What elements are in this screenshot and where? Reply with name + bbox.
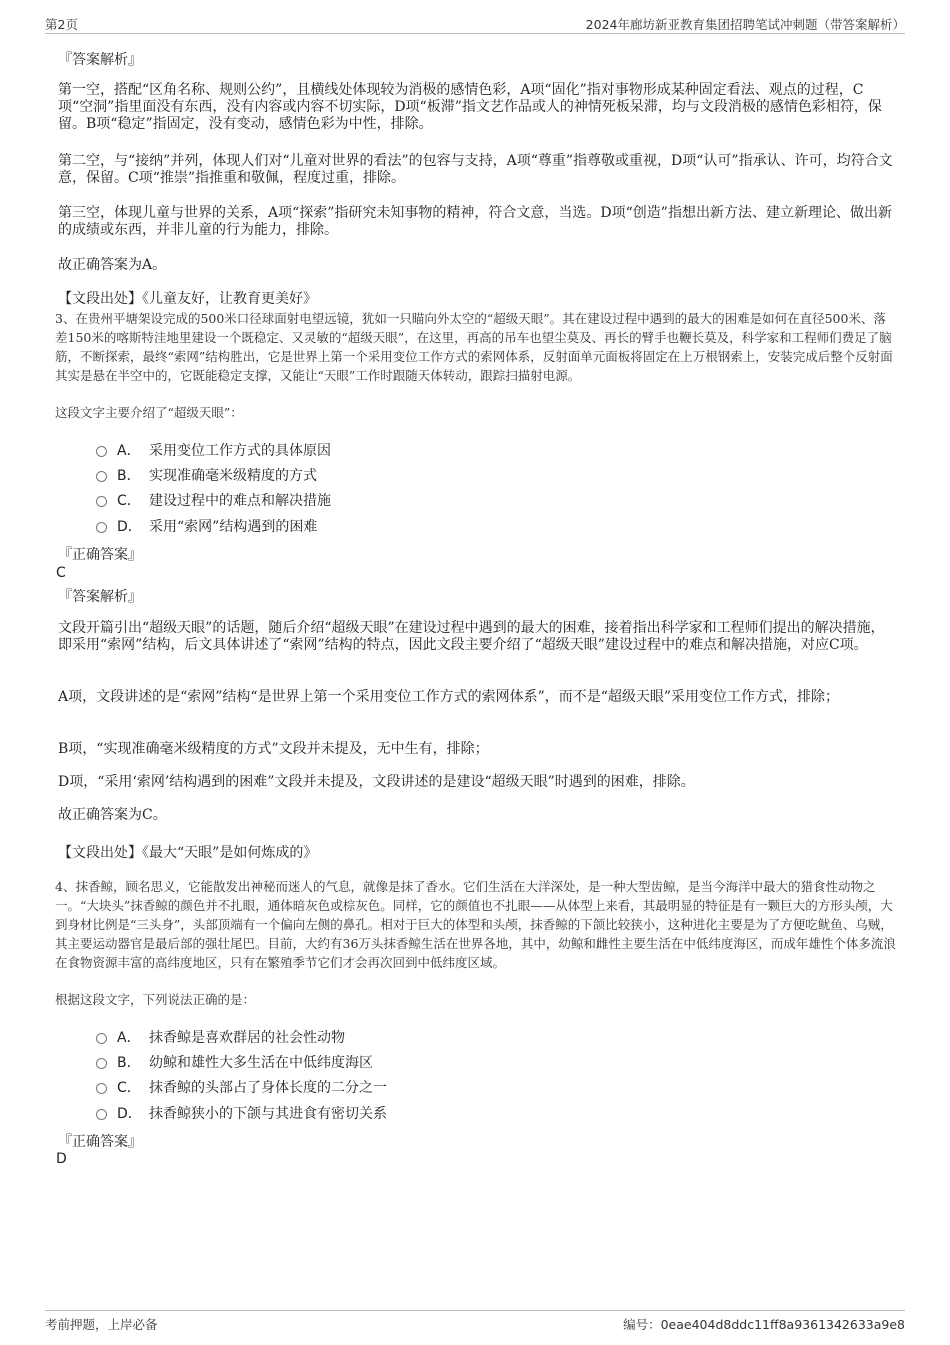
correct-answer: C xyxy=(56,565,66,581)
question-text: 3、在贵州平塘架设完成的500米口径球面射电望远镜，犹如一只瞄向外太空的“超级天眼”。其在建设过程中遇到的最大的困难是如何在直径500米、落差150米的喀斯特洼地里建设一个既稳定、又灵敏的“超级天眼”，在这里，再高的吊车也望尘莫及、再长的臂手也鞭长莫及，科学家和工程师们费足了脑筋，不断探索，最终“索网”结构胜出，它是世界上第一个采用变位工作方式的索网体系，反射面单元面板将固定在上万根钢索上，安装完成后整个反射面其实是悬在半空中的，它既能稳定支撑，又能让“天眼”工作时跟随天体转动，跟踪扫描射电源。 xyxy=(55,311,893,383)
option-c[interactable]: C． 建设过程中的难点和解决措施 xyxy=(96,490,331,510)
analysis-label: 『答案解析』 xyxy=(58,589,142,605)
radio-icon[interactable] xyxy=(96,522,107,533)
passage-source: 【文段出处】《最大“天眼”是如何炼成的》 xyxy=(58,845,318,861)
analysis-paragraph: 文段开篇引出“超级天眼”的话题，随后介绍“超级天眼”在建设过程中遇到的最大的困难，接着指出科学家和工程师们提出的解决措施，即采用“索网”结构，后文具体讲述了“索网”结构的特点，因此文段主要介绍了“超级天眼”建设过程中的难点和解决措施，对应C项。 xyxy=(58,620,885,653)
analysis-label: 『答案解析』 xyxy=(58,52,142,68)
analysis-paragraph: 第一空，搭配“区角名称、规则公约”，且横线处体现较为消极的感情色彩，A项“固化”指对事物形成某种固定看法、观点的过程，C项“空洞”指里面没有东西，没有内容或内容不切实际，D项“板滞”指文艺作品或人的神情死板呆滞，均与文段消极的感情色彩相符，保留。B项“稳定”指固定，没有变动，感情色彩为中性，排除。 xyxy=(58,82,882,132)
analysis-paragraph: B项，“实现准确毫米级精度的方式”文段并未提及，无中生有，排除； xyxy=(58,741,489,757)
radio-icon[interactable] xyxy=(96,1083,107,1094)
document-title: 2024年廊坊新亚教育集团招聘笔试冲刺题（带答案解析） xyxy=(585,17,905,32)
page-header xyxy=(45,13,905,34)
radio-icon[interactable] xyxy=(96,446,107,457)
analysis-paragraph: 第二空，与“接纳”并列，体现人们对“儿童对世界的看法”的包容与支持，A项“尊重”指尊敬或重视，D项“认可”指承认、许可，均符合文意，保留。C项“推崇”指推重和敬佩，程度过重，排除。 xyxy=(58,153,893,186)
radio-icon[interactable] xyxy=(96,496,107,507)
option-d[interactable]: D． 采用“索网”结构遇到的困难 xyxy=(96,516,317,536)
conclusion: 故正确答案为A。 xyxy=(58,257,167,273)
analysis-paragraph: A项，文段讲述的是“索网”结构“是世界上第一个采用变位工作方式的索网体系”，而不是“超级天眼”采用变位工作方式，排除； xyxy=(58,689,840,705)
option-c[interactable]: C． 抹香鲸的头部占了身体长度的二分之一 xyxy=(96,1077,387,1097)
question-stem: 这段文字主要介绍了“超级天眼”： xyxy=(55,405,243,420)
radio-icon[interactable] xyxy=(96,1058,107,1069)
analysis-paragraph: 第三空，体现儿童与世界的关系，A项“探索”指研究未知事物的精神，符合文意，当选。D项“创造”指想出新方法、建立新理论、做出新的成绩或东西，并非儿童的行为能力，排除。 xyxy=(58,205,892,238)
answer-label: 『正确答案』 xyxy=(58,1134,142,1150)
option-a[interactable]: A． 采用变位工作方式的具体原因 xyxy=(96,440,331,460)
question-text: 4、抹香鲸，顾名思义，它能散发出神秘而迷人的气息，就像是抹了香水。它们生活在大洋深处，是一种大型齿鲸，是当今海洋中最大的猎食性动物之一。“大块头”抹香鲸的颜色并不扎眼，通体暗灰色或棕灰色。同样，它的颜值也不扎眼——从体型上来看，其最明显的特征是有一颗巨大的方形头颅，大到身材比例是“三头身”，头部顶端有一个偏向左侧的鼻孔。相对于巨大的体型和头颅，抹香鲸的下颌比较狭小，这种进化主要是为了方便吃鱿鱼、乌贼，其主要运动器官是最后部的强壮尾巴。目前，大约有36万头抹香鲸生活在世界各地，其中，幼鲸和雌性主要生活在中低纬度海区，而成年雄性个体多流浪在食物资源丰富的高纬度地区，只有在繁殖季节它们才会再次回到中低纬度区域。 xyxy=(55,879,896,970)
analysis-paragraph: D项，“采用‘索网’结构遇到的困难”文段并未提及，文段讲述的是建设“超级天眼”时遇到的困难，排除。 xyxy=(58,774,695,790)
passage-source: 【文段出处】《儿童友好，让教育更美好》 xyxy=(58,291,317,307)
radio-icon[interactable] xyxy=(96,1109,107,1120)
option-b[interactable]: B． 幼鲸和雄性大多生活在中低纬度海区 xyxy=(96,1052,373,1072)
option-d[interactable]: D． 抹香鲸狭小的下颌与其进食有密切关系 xyxy=(96,1103,387,1123)
option-a[interactable]: A． 抹香鲸是喜欢群居的社会性动物 xyxy=(96,1027,345,1047)
question-stem: 根据这段文字，下列说法正确的是： xyxy=(55,992,256,1007)
radio-icon[interactable] xyxy=(96,1033,107,1044)
page-number: 第2页 xyxy=(45,17,78,32)
radio-icon[interactable] xyxy=(96,471,107,482)
option-b[interactable]: B． 实现准确毫米级精度的方式 xyxy=(96,465,317,485)
answer-label: 『正确答案』 xyxy=(58,547,142,563)
footer-slogan: 考前押题，上岸必备 xyxy=(45,1317,158,1332)
document-id: 编号：0eae404d8ddc11ff8a9361342633a9e8 xyxy=(623,1317,905,1332)
correct-answer: D xyxy=(56,1151,67,1167)
conclusion: 故正确答案为C。 xyxy=(58,807,167,823)
page-footer xyxy=(45,1310,905,1341)
